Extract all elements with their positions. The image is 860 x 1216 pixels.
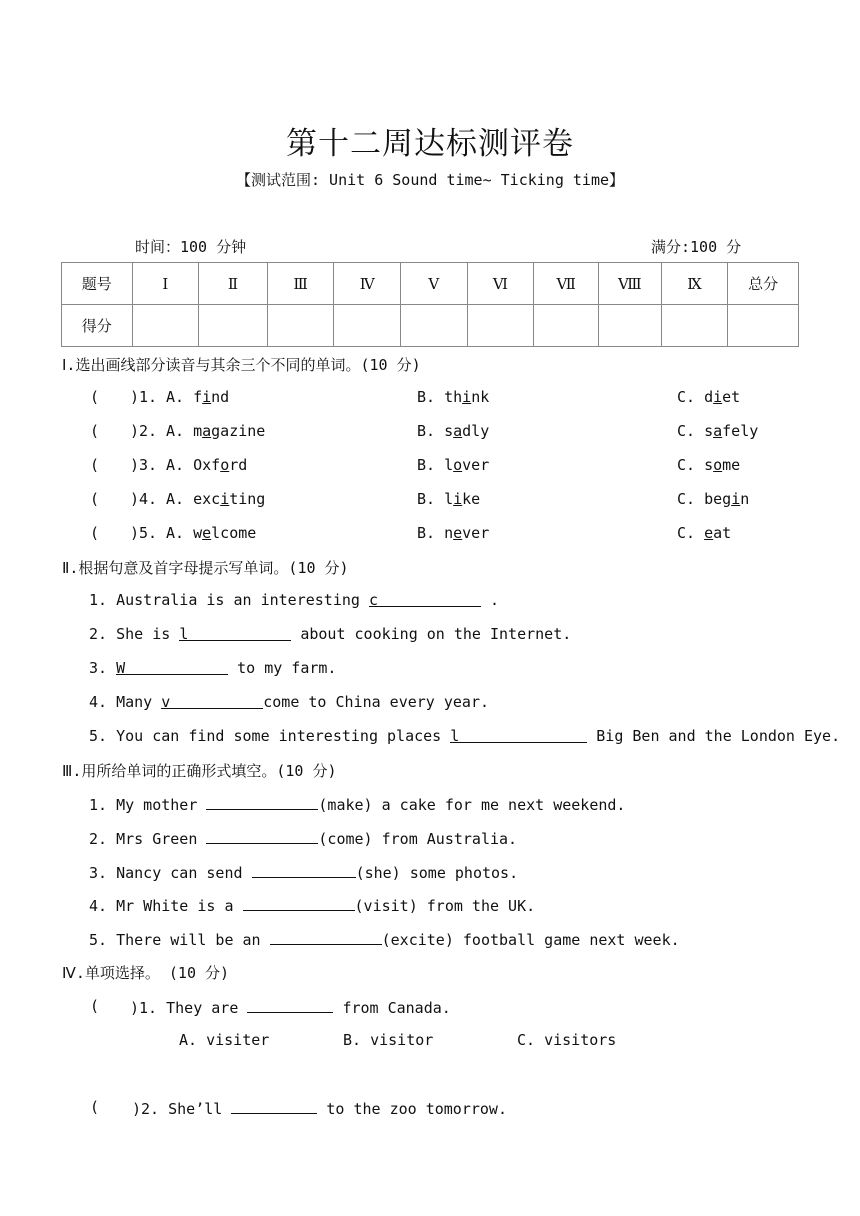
word-part: f (193, 388, 203, 406)
score-table-cell: 总分 (728, 263, 799, 305)
option-letter: C. (677, 524, 696, 542)
item-number: 2. (89, 830, 108, 848)
choice-question (132, 1098, 507, 1118)
option-b (417, 490, 480, 508)
option-c (677, 490, 749, 508)
word-hint: (she) (355, 864, 401, 882)
item-number: 5. (89, 931, 108, 949)
word-part: ver (462, 524, 490, 542)
answer-paren-open: ( (90, 524, 100, 542)
item-text: a cake for me next weekend. (381, 796, 626, 814)
first-letter-hint: W (116, 659, 126, 677)
word-part: l (444, 490, 454, 508)
score-row-label: 得分 (62, 305, 133, 347)
option-a (166, 524, 256, 542)
word-part: n (444, 524, 454, 542)
section-2-heading: Ⅱ.根据句意及首字母提示写单词。(10 分) (62, 559, 349, 577)
word-part: nk (471, 388, 490, 406)
item-number: 4. (89, 897, 108, 915)
option-letter: B. (417, 388, 436, 406)
option-c (677, 456, 740, 474)
option-a (166, 388, 229, 406)
time-label: 时间：100 分钟 (135, 238, 247, 256)
item-number: 3. (89, 659, 108, 677)
choice-option-c: C. visitors (517, 1031, 617, 1049)
option-b (417, 388, 489, 406)
question-number: )1. (130, 388, 158, 406)
score-table-cell: Ⅱ (199, 263, 268, 305)
answer-blank[interactable] (243, 895, 355, 911)
option-letter: B. (417, 490, 436, 508)
score-cell (334, 305, 401, 347)
score-table-cell: Ⅳ (334, 263, 401, 305)
word-part: ke (462, 490, 481, 508)
underlined-part: i (731, 490, 741, 508)
answer-paren-open: ( (90, 422, 100, 440)
item-text: There will be an (116, 931, 261, 949)
score-cell (661, 305, 728, 347)
word-part: me (722, 456, 741, 474)
word-part: at (713, 524, 732, 542)
answer-paren-open: ( (90, 490, 100, 508)
item-text: They are (166, 999, 239, 1017)
option-b (417, 524, 489, 542)
item-text: You can find some interesting places (116, 727, 442, 745)
score-table-cell: Ⅵ (467, 263, 534, 305)
option-c (677, 524, 731, 542)
fill-item (89, 591, 499, 609)
answer-blank[interactable] (116, 659, 228, 675)
word-part: s (704, 422, 714, 440)
item-text: Mrs Green (116, 830, 198, 848)
item-text: She is (116, 625, 171, 643)
choice-option-b: B. visitor (343, 1031, 434, 1049)
option-c (677, 388, 740, 406)
word-part: dly (462, 422, 490, 440)
answer-blank[interactable] (369, 591, 481, 607)
word-part: Oxf (193, 456, 221, 474)
word-part: s (704, 456, 714, 474)
score-table-cell: Ⅸ (661, 263, 728, 305)
word-part: gazine (211, 422, 266, 440)
score-table-cell: Ⅴ (401, 263, 468, 305)
item-text: about cooking on the Internet. (300, 625, 572, 643)
word-part: l (444, 456, 454, 474)
option-a (166, 456, 247, 474)
item-text: from Canada. (342, 999, 451, 1017)
item-text: from Australia. (381, 830, 518, 848)
first-letter-hint: l (179, 625, 189, 643)
option-letter: A. (166, 388, 185, 406)
item-text: Big Ben and the London Eye. (596, 727, 841, 745)
item-text: Mr White is a (116, 897, 234, 915)
option-a (166, 490, 265, 508)
item-number: 1. (89, 796, 108, 814)
choice-option-a: A. visiter (179, 1031, 270, 1049)
underlined-part: i (220, 490, 230, 508)
underlined-part: e (704, 524, 714, 542)
underlined-part: e (453, 524, 463, 542)
word-part: rd (229, 456, 248, 474)
item-text: Australia is an interesting (116, 591, 360, 609)
page-title: 第十二周达标测评卷 (286, 126, 574, 162)
item-text: She’ll (168, 1100, 223, 1118)
first-letter-hint: v (161, 693, 171, 711)
item-text: come to China every year. (263, 693, 490, 711)
answer-paren-open: ( (90, 997, 100, 1015)
score-cell (728, 305, 799, 347)
item-text: Many (116, 693, 153, 711)
word-hint: (make) (318, 796, 373, 814)
word-part: d (704, 388, 714, 406)
option-letter: A. (166, 490, 185, 508)
fill-item (89, 828, 517, 848)
underlined-part: a (453, 422, 463, 440)
answer-blank[interactable] (450, 727, 587, 743)
score-cell (401, 305, 468, 347)
section-4-heading: Ⅳ.单项选择。 (10 分) (62, 964, 230, 982)
underlined-part: i (453, 490, 463, 508)
answer-blank[interactable] (206, 794, 318, 810)
question-number: )3. (130, 456, 158, 474)
score-cell (199, 305, 268, 347)
word-part: exc (193, 490, 221, 508)
fill-item (89, 862, 518, 882)
word-part: fely (722, 422, 759, 440)
section-3-heading: Ⅲ.用所给单词的正确形式填空。(10 分) (62, 762, 337, 780)
question-number: )1. (130, 999, 158, 1017)
score-cell (267, 305, 334, 347)
option-letter: B. (417, 456, 436, 474)
option-letter: B. (417, 422, 436, 440)
option-letter: C. (677, 388, 696, 406)
question-number: )2. (130, 422, 158, 440)
option-letter: C. (677, 490, 696, 508)
score-table-cell: Ⅷ (598, 263, 661, 305)
item-text: to my farm. (237, 659, 337, 677)
score-table-cell: 题号 (62, 263, 133, 305)
score-cell (534, 305, 599, 347)
item-number: 5. (89, 727, 108, 745)
word-part: et (722, 388, 741, 406)
underlined-part: o (713, 456, 723, 474)
score-table-cell: Ⅰ (132, 263, 199, 305)
fill-item (89, 659, 336, 677)
word-part: th (444, 388, 463, 406)
item-text: to the zoo tomorrow. (326, 1100, 507, 1118)
answer-blank[interactable] (247, 997, 333, 1013)
option-letter: C. (677, 456, 696, 474)
option-letter: A. (166, 524, 185, 542)
answer-blank[interactable] (179, 625, 291, 641)
option-c (677, 422, 758, 440)
option-b (417, 422, 489, 440)
answer-paren-open: ( (90, 456, 100, 474)
option-letter: C. (677, 422, 696, 440)
first-letter-hint: l (450, 727, 460, 745)
score-table-cell: Ⅲ (267, 263, 334, 305)
fill-item (89, 625, 571, 643)
underlined-part: i (713, 388, 723, 406)
item-text: Nancy can send (116, 864, 243, 882)
score-table-score-row (62, 305, 799, 347)
underlined-part: a (202, 422, 212, 440)
word-part: lcome (211, 524, 257, 542)
fill-item (89, 794, 625, 814)
score-cell (467, 305, 534, 347)
test-range: 【测试范围: Unit 6 Sound time~ Ticking time】 (235, 171, 625, 189)
option-letter: B. (417, 524, 436, 542)
item-number: 1. (89, 591, 108, 609)
word-part: ting (229, 490, 266, 508)
answer-blank[interactable] (161, 693, 263, 709)
item-text: from the UK. (426, 897, 536, 915)
answer-blank[interactable] (206, 828, 318, 844)
word-hint: (visit) (354, 897, 418, 915)
underlined-part: e (202, 524, 212, 542)
word-part: m (193, 422, 203, 440)
word-part: w (193, 524, 203, 542)
item-number: 2. (89, 625, 108, 643)
score-cell (132, 305, 199, 347)
word-part: nd (211, 388, 230, 406)
answer-paren-open: ( (90, 388, 100, 406)
item-number: 3. (89, 864, 108, 882)
item-text: . (490, 591, 500, 609)
score-table-cell: Ⅶ (534, 263, 599, 305)
question-number: )4. (130, 490, 158, 508)
word-part: n (740, 490, 750, 508)
choice-question (130, 997, 451, 1017)
item-number: 4. (89, 693, 108, 711)
full-score-label: 满分:100 分 (651, 238, 742, 256)
option-letter: A. (166, 456, 185, 474)
answer-blank[interactable] (252, 862, 356, 878)
first-letter-hint: c (368, 591, 378, 609)
option-b (417, 456, 489, 474)
option-a (166, 422, 265, 440)
word-hint: (excite) (381, 931, 454, 949)
fill-item (89, 929, 680, 949)
question-number: )2. (132, 1100, 160, 1118)
score-table (61, 262, 799, 347)
item-text: football game next week. (462, 931, 680, 949)
word-part: ver (462, 456, 490, 474)
fill-item (89, 895, 535, 915)
underlined-part: i (462, 388, 472, 406)
score-table-header-row (62, 263, 799, 305)
fill-item (89, 693, 489, 711)
item-text: My mother (116, 796, 198, 814)
fill-item (89, 727, 840, 745)
underlined-part: o (453, 456, 463, 474)
underlined-part: i (202, 388, 212, 406)
word-hint: (come) (318, 830, 373, 848)
answer-blank[interactable] (270, 929, 382, 945)
option-letter: A. (166, 422, 185, 440)
word-part: s (444, 422, 454, 440)
answer-blank[interactable] (231, 1098, 317, 1114)
answer-paren-open: ( (90, 1098, 100, 1116)
section-1-heading: Ⅰ.选出画线部分读音与其余三个不同的单词。(10 分) (62, 356, 421, 374)
word-part: beg (704, 490, 732, 508)
underlined-part: a (713, 422, 723, 440)
question-number: )5. (130, 524, 158, 542)
score-cell (598, 305, 661, 347)
underlined-part: o (220, 456, 230, 474)
item-text: some photos. (409, 864, 519, 882)
